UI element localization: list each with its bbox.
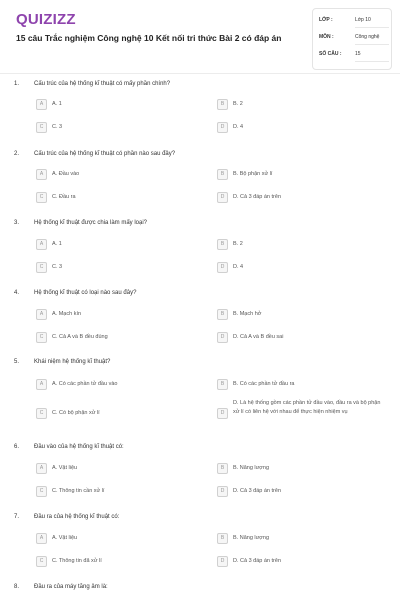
option-letter-box: A — [36, 379, 47, 390]
meta-value: 15 — [355, 51, 389, 62]
question-number: 7. — [14, 514, 20, 520]
option-letter-box: D — [217, 122, 228, 133]
option-text: B. Mạch hở — [233, 311, 262, 317]
quizizz-logo: QUIZIZZ — [16, 11, 76, 28]
meta-label: LỚP : — [319, 17, 333, 23]
option-letter-box: D — [217, 262, 228, 273]
question-text: Hệ thống kĩ thuật có loại nào sau đây? — [34, 290, 137, 296]
option-text: A. Có các phần tử đầu vào — [52, 381, 118, 387]
option-text: B. Bộ phận xử lí — [233, 171, 273, 177]
option-text: C. Thông tin cần xử lí — [52, 488, 105, 494]
question-number: 8. — [14, 584, 20, 590]
option-letter-box: A — [36, 309, 47, 320]
option-text: B. Có các phần tử đầu ra — [233, 381, 295, 387]
option-text: D. Cả 3 đáp án trên — [233, 194, 282, 200]
option-letter-box: B — [217, 533, 228, 544]
option-text: C. Có bộ phận xử lí — [52, 410, 100, 416]
option-letter-box: B — [217, 379, 228, 390]
option-letter-box: B — [217, 99, 228, 110]
question-text: Đầu ra của hệ thống kĩ thuật có: — [34, 514, 120, 520]
question-text: Cấu trúc của hệ thống kĩ thuật có phần nào sau đây? — [34, 151, 176, 157]
option-letter-box: A — [36, 533, 47, 544]
option-text: B. 2 — [233, 101, 243, 107]
option-letter-box: D — [217, 332, 228, 343]
option-text: A. Vật liệu — [52, 465, 78, 471]
option-text: D. Cả A và B đều sai — [233, 334, 284, 340]
option-letter-box: B — [217, 239, 228, 250]
option-letter-box: A — [36, 463, 47, 474]
question-text: Cấu trúc của hệ thống kĩ thuật có mấy phần chính? — [34, 81, 171, 87]
question-number: 2. — [14, 151, 20, 157]
option-text: D. Là hệ thống gồm các phần tử đầu vào, đầu ra và bộ phận xử lí có liên hệ với nhau để thực hiện nhiệm vụ — [233, 400, 381, 415]
question-text: Hệ thống kĩ thuật được chia làm mấy loại? — [34, 220, 148, 226]
option-letter-box: B — [217, 169, 228, 180]
meta-label: SỐ CÂU : — [319, 51, 342, 57]
option-text: C. Thông tin đã xử lí — [52, 558, 102, 564]
option-text: D. 4 — [233, 264, 244, 270]
question-number: 5. — [14, 359, 20, 365]
question-number: 1. — [14, 81, 20, 87]
meta-box — [312, 8, 392, 70]
option-text: B. 2 — [233, 241, 243, 247]
page-title: 15 câu Trắc nghiệm Công nghệ 10 Kết nối tri thức Bài 2 có đáp án — [16, 33, 282, 43]
option-text: D. Cả 3 đáp án trên — [233, 488, 282, 494]
option-text: A. Vật liệu — [52, 535, 78, 541]
option-letter-box: B — [217, 463, 228, 474]
option-text: B. Năng lượng — [233, 465, 270, 471]
option-text: C. Đầu ra — [52, 194, 76, 200]
option-letter-box: C — [36, 262, 47, 273]
option-letter-box: D — [217, 556, 228, 567]
option-text: A. 1 — [52, 241, 62, 247]
question-number: 6. — [14, 444, 20, 450]
option-text: C. 3 — [52, 124, 63, 130]
option-text: C. Cả A và B đều đúng — [52, 334, 108, 340]
option-text: A. 1 — [52, 101, 62, 107]
header-divider — [0, 73, 400, 74]
option-text: C. 3 — [52, 264, 63, 270]
page-header — [0, 0, 400, 80]
option-text: D. Cả 3 đáp án trên — [233, 558, 282, 564]
option-letter-box: A — [36, 99, 47, 110]
option-text: A. Mạch kín — [52, 311, 82, 317]
option-letter-box: C — [36, 486, 47, 497]
meta-value: Công nghệ — [355, 34, 389, 45]
option-text: B. Năng lượng — [233, 535, 270, 541]
option-letter-box: A — [36, 239, 47, 250]
option-letter-box: C — [36, 556, 47, 567]
option-text: A. Đầu vào — [52, 171, 80, 177]
question-number: 3. — [14, 220, 20, 226]
option-letter-box: D — [217, 408, 228, 419]
question-text: Đầu vào của hệ thống kĩ thuật có: — [34, 444, 124, 450]
meta-label: MÔN : — [319, 34, 334, 40]
option-letter-box: B — [217, 309, 228, 320]
option-letter-box: A — [36, 169, 47, 180]
option-letter-box: C — [36, 332, 47, 343]
question-text: Khái niệm hệ thống kĩ thuật? — [34, 359, 111, 365]
question-number: 4. — [14, 290, 20, 296]
question-text: Đầu ra của máy tăng âm là: — [34, 584, 108, 590]
option-letter-box: D — [217, 486, 228, 497]
option-letter-box: C — [36, 408, 47, 419]
meta-value: Lớp 10 — [355, 17, 389, 28]
option-letter-box: D — [217, 192, 228, 203]
option-text: D. 4 — [233, 124, 244, 130]
option-letter-box: C — [36, 192, 47, 203]
option-letter-box: C — [36, 122, 47, 133]
